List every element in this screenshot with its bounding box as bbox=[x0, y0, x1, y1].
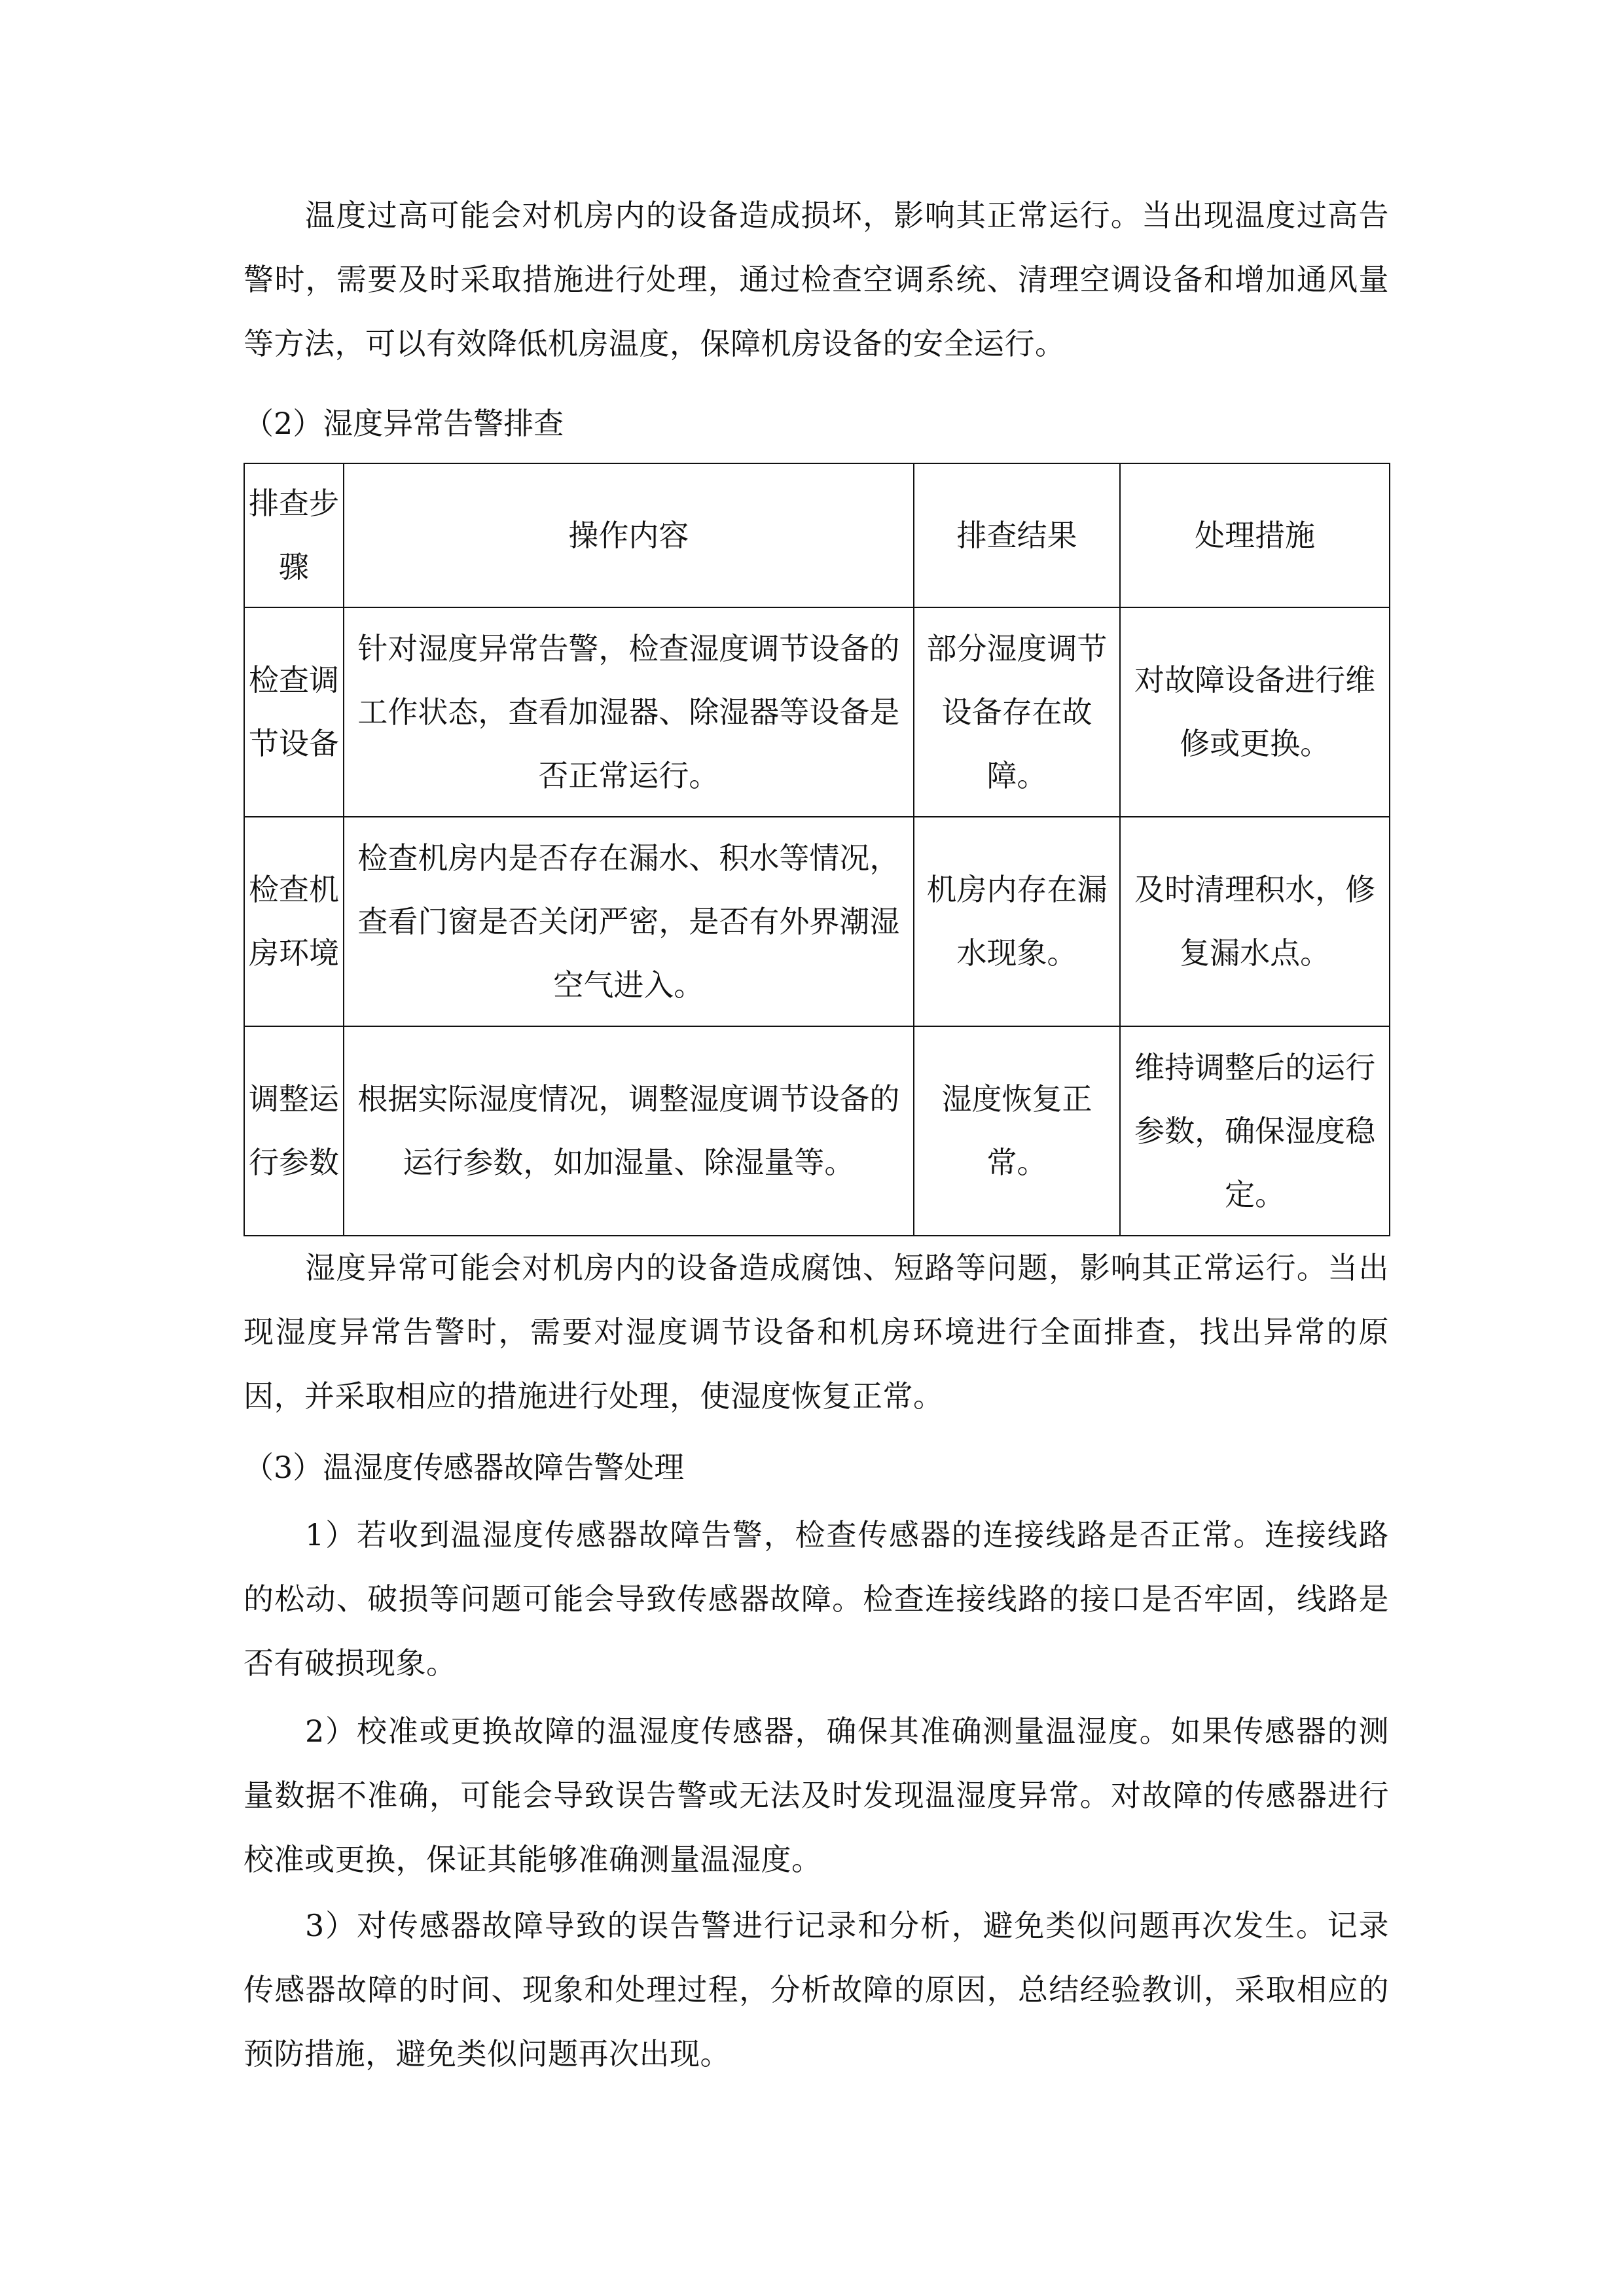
table-row bbox=[244, 607, 1390, 817]
intro-paragraph: 温度过高可能会对机房内的设备造成损坏，影响其正常运行。当出现温度过高告警时，需要及时采取措施进行处理，通过检查空调系统、清理空调设备和增加通风量等方法，可以有效降低机房温度，保障机房设备的安全运行。 bbox=[244, 198, 1389, 361]
sensor-item-2: 2）校准或更换故障的温湿度传感器，确保其准确测量温湿度。如果传感器的测量数据不准确，可能会导致误告警或无法及时发现温湿度异常。对故障的传感器进行校准或更换，保证其能够准确测量温湿度。 bbox=[244, 1713, 1389, 1877]
cell-measure: 对故障设备进行维修或更换。 bbox=[1120, 607, 1390, 817]
humidity-troubleshooting-table bbox=[244, 463, 1390, 1236]
cell-step: 检查调节设备 bbox=[244, 607, 344, 817]
cell-measure: 及时清理积水，修复漏水点。 bbox=[1120, 817, 1390, 1026]
section-heading-sensor: （3）温湿度传感器故障告警处理 bbox=[244, 1450, 685, 1485]
section-heading-humidity: （2）湿度异常告警排查 bbox=[244, 406, 564, 441]
cell-result: 湿度恢复正常。 bbox=[914, 1026, 1120, 1236]
cell-step: 调整运行参数 bbox=[244, 1026, 344, 1236]
table-row bbox=[244, 817, 1390, 1026]
cell-result: 机房内存在漏水现象。 bbox=[914, 817, 1120, 1026]
table-row bbox=[244, 1026, 1390, 1236]
header-cell-result: 排查结果 bbox=[914, 463, 1120, 607]
sensor-item-3: 3）对传感器故障导致的误告警进行记录和分析，避免类似问题再次发生。记录传感器故障的时间、现象和处理过程，分析故障的原因，总结经验教训，采取相应的预防措施，避免类似问题再次出现。 bbox=[244, 1908, 1389, 2072]
cell-operation: 针对湿度异常告警，检查湿度调节设备的工作状态，查看加湿器、除湿器等设备是否正常运行。 bbox=[344, 607, 914, 817]
table-header-row bbox=[244, 463, 1390, 607]
cell-measure: 维持调整后的运行参数，确保湿度稳定。 bbox=[1120, 1026, 1390, 1236]
cell-result: 部分湿度调节设备存在故障。 bbox=[914, 607, 1120, 817]
header-cell-operation: 操作内容 bbox=[344, 463, 914, 607]
header-cell-measure: 处理措施 bbox=[1120, 463, 1390, 607]
humidity-summary-paragraph: 湿度异常可能会对机房内的设备造成腐蚀、短路等问题，影响其正常运行。当出现湿度异常告警时，需要对湿度调节设备和机房环境进行全面排查，找出异常的原因，并采取相应的措施进行处理，使湿度恢复正常。 bbox=[244, 1250, 1389, 1414]
cell-step: 检查机房环境 bbox=[244, 817, 344, 1026]
sensor-item-1: 1）若收到温湿度传感器故障告警，检查传感器的连接线路是否正常。连接线路的松动、破损等问题可能会导致传感器故障。检查连接线路的接口是否牢固，线路是否有破损现象。 bbox=[244, 1517, 1389, 1681]
cell-operation: 检查机房内是否存在漏水、积水等情况，查看门窗是否关闭严密，是否有外界潮湿空气进入。 bbox=[344, 817, 914, 1026]
header-cell-step: 排查步骤 bbox=[244, 463, 344, 607]
cell-operation: 根据实际湿度情况，调整湿度调节设备的运行参数，如加湿量、除湿量等。 bbox=[344, 1026, 914, 1236]
